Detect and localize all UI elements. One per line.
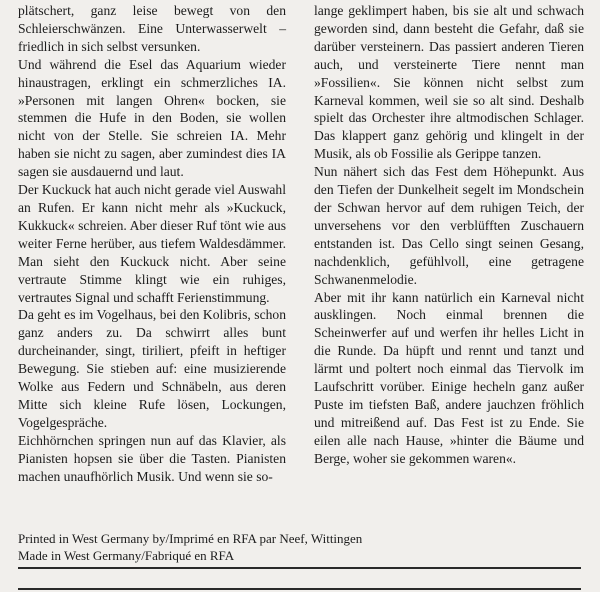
- paragraph: Aber mit ihr kann natürlich ein Karneval nicht ausklingen. Noch einmal brennen die Scheinwerfer auf und werfen ihr helles Licht in die Runde. Da hüpft und rennt und tanzt und lärmt und poltert noch einmal das Tiervolk im Laufschritt vorüber. Einige hecheln ganz außer Puste im tiefsten Baß, andere jauchzen fröhlich und mitreißend auf. Das Fest ist zu Ende. Sie eilen alle nach Hause, »hinter die Bäume und Berge, woher sie gekommen waren«.: [314, 289, 584, 466]
- paragraph: Der Kuckuck hat auch nicht gerade viel Auswahl an Rufen. Er kann nicht mehr als »Kuckuck, Kukkuck« schreien. Aber dieser Ruf tönt wie aus weiter Ferne herüber, aus tiefem Waldesdämmer. Man sieht den Kuckuck nicht. Aber seine vertraute Stimme klingt wie ein ruhiges, vertrautes Signal und schafft Ferienstimmung.: [18, 182, 286, 305]
- credit-line-made: Made in West Germany/Fabriqué en RFA: [18, 547, 235, 563]
- paragraph: lange geklimpert haben, bis sie alt und schwach geworden sind, dann besteht die Gefahr, daß sie darüber versteinern. Das passiert anderen Tieren auch, und versteinerte Tiere nennt man »Fossilien«. Sie können nicht selbst zum Karneval kommen, weil sie so alt sind. Deshalb spielt das Orchester ihre altmodischen Schlager. Das klappert ganz gehörig und klingelt in der Musik, als ob Fossilie als Gerippe tanzen.: [314, 3, 584, 162]
- right-text-column: [314, 2, 584, 468]
- credit-line-printed: Printed in West Germany by/Imprimé en RFA par Neef, Wittingen: [18, 531, 363, 546]
- paragraph: Und während die Esel das Aquarium wieder hinaustragen, erklingt ein schmerzliches IA. »Personen mit langen Ohren« bocken, sie stemmen die Hufe in den Boden, sie wollen nicht von der Stelle. Sie schreien IA. Mehr haben sie nicht zu sagen, aber zumindest dies IA sagen sie ausdauernd und laut.: [18, 56, 286, 180]
- left-text-column: [18, 2, 286, 485]
- paragraph: plätschert, ganz leise bewegt von den Schleierschwänzen. Eine Unterwasserwelt – friedlich in sich selbst versunken.: [18, 3, 286, 54]
- horizontal-rule-bottom: [18, 588, 581, 590]
- printing-credits: [18, 531, 578, 564]
- horizontal-rule-top: [18, 567, 581, 569]
- paragraph: Nun nähert sich das Fest dem Höhepunkt. Aus den Tiefen der Dunkelheit segelt im Mondschein der Schwan hervor auf dem ruhigen Teich, der unversehens vor den verblüfften Zuschauern entstanden ist. Das Cello singt seinen Gesang, nachdenklich, gefühlvoll, eine getragene Schwanenmelodie.: [314, 164, 584, 287]
- paragraph: Da geht es im Vogelhaus, bei den Kolibris, schon ganz anders zu. Da schwirrt alles bunt durcheinander, singt, tiriliert, pfeift in heftiger Bewegung. Sie stieben auf: eine musizierende Wolke aus Federn und Schnäbeln, aus deren Mitte sich kleine Rufe lösen, Lockungen, Vogelgespräche.: [18, 307, 286, 430]
- paragraph: Eichhörnchen springen nun auf das Klavier, als Pianisten hopsen sie über die Tasten. Pianisten machen unaufhörlich Musik. Und wenn sie so-: [18, 432, 286, 484]
